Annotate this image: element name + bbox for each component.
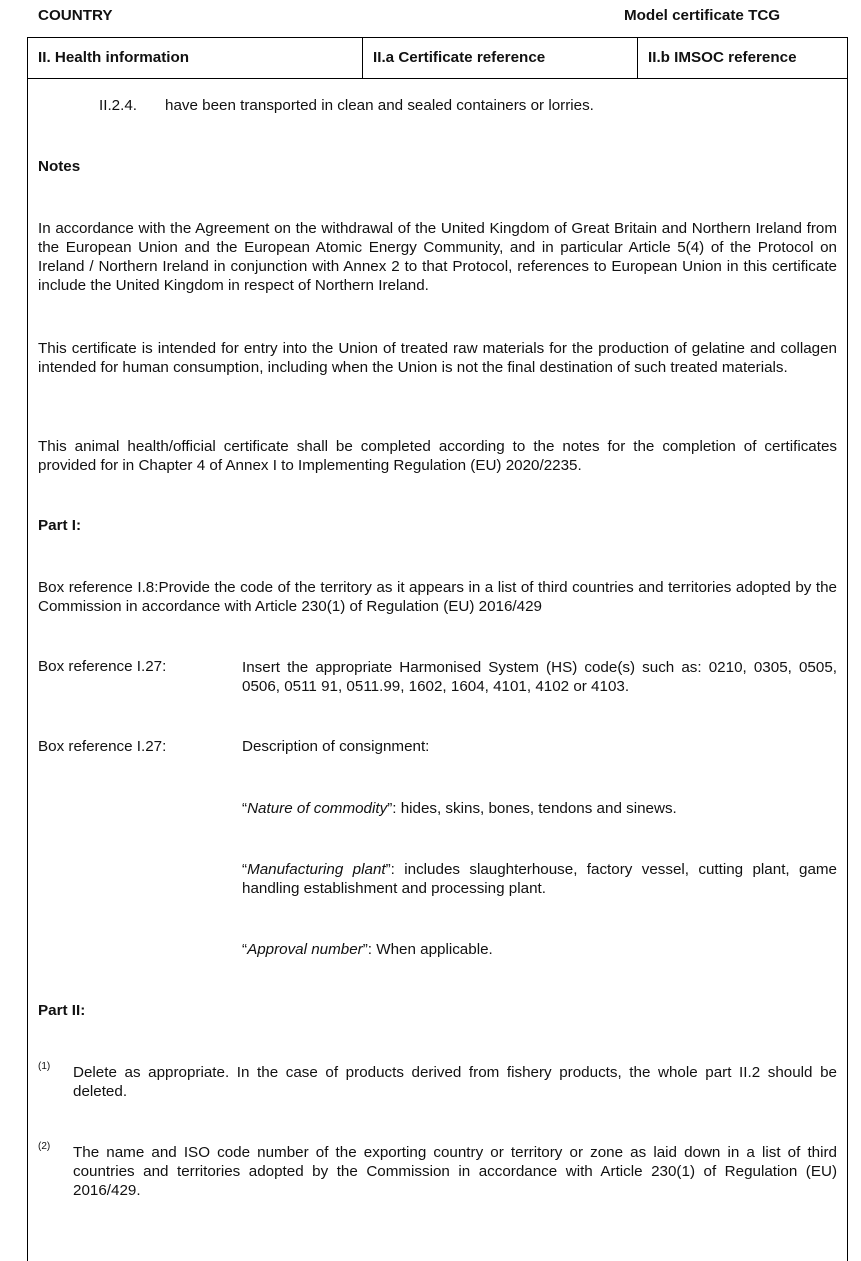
- country-label: COUNTRY: [38, 7, 113, 24]
- health-information-cell: II. Health information: [38, 49, 190, 66]
- footnote-text: The name and ISO code number of the exporting country or territory or zone as laid down in a list of third countries and territories adopted by the Commission in accordance with Article 230(1) of Regulation (EU) 2016/429.: [73, 1144, 837, 1199]
- model-certificate-label: Model certificate TCG: [624, 7, 781, 24]
- part-one-heading: Part I:: [38, 517, 82, 534]
- certificate-reference-cell: II.a Certificate reference: [373, 49, 546, 66]
- box-reference-label: Box reference I.27:: [38, 738, 167, 755]
- part-two-heading: Part II:: [38, 1002, 86, 1019]
- quote-mark: ”: [385, 861, 391, 878]
- term: Manufacturing plant: [247, 861, 386, 878]
- notes-paragraph: This animal health/official certificate shall be completed according to the notes for the completion of certificates provided for in Chapter 4 of Annex I to Implementing Regulation (EU) 2020/2235.: [38, 438, 837, 474]
- quote-mark: ”: [387, 800, 393, 817]
- definition: : hides, skins, bones, tendons and sinews.: [392, 800, 677, 817]
- definition: : When applicable.: [367, 941, 493, 958]
- nature-of-commodity: [242, 799, 837, 818]
- item-number: II.2.4.: [99, 97, 137, 114]
- definition: : includes slaughterhouse, factory vessel, cutting plant, game handling establishment and processing plant.: [242, 861, 837, 897]
- certificate-header-table: [27, 37, 848, 79]
- term: Nature of commodity: [247, 800, 388, 817]
- term: Approval number: [247, 941, 363, 958]
- quote-mark: “: [242, 941, 248, 958]
- quote-mark: “: [242, 861, 248, 878]
- box-reference-label: Box reference I.8:: [38, 579, 159, 596]
- footnote-text: Delete as appropriate. In the case of products derived from fishery products, the whole part II.2 should be deleted.: [73, 1064, 837, 1100]
- box-reference-i8: [38, 578, 837, 616]
- manufacturing-plant: [242, 860, 837, 898]
- left-border: [27, 78, 28, 1261]
- right-border: [847, 78, 848, 1261]
- box-reference-text: Description of consignment:: [242, 738, 430, 755]
- box-reference-label: Box reference I.27:: [38, 658, 167, 675]
- notes-paragraph: In accordance with the Agreement on the withdrawal of the United Kingdom of Great Britain and Northern Ireland from the European Union and the European Atomic Energy Community, and in particular Article 5(4) of the Protocol on Ireland / Northern Ireland in conjunction with Annex 2 to that Protocol, references to European Union in this certificate include the United Kingdom in respect of Northern Ireland.: [38, 220, 837, 294]
- box-reference-text: Insert the appropriate Harmonised System (HS) code(s) such as: 0210, 0305, 0505, 0506, 0511 91, 0511.99, 1602, 1604, 4101, 4102 or 4103.: [242, 659, 837, 695]
- approval-number: [242, 940, 837, 959]
- notes-heading: Notes: [38, 158, 81, 175]
- quote-mark: “: [242, 800, 248, 817]
- quote-mark: ”: [362, 941, 368, 958]
- notes-paragraph: This certificate is intended for entry into the Union of treated raw materials for the production of gelatine and collagen intended for human consumption, including when the Union is not the final destination of such treated materials.: [38, 340, 837, 376]
- box-reference-text: Provide the code of the territory as it appears in a list of third countries and territories adopted by the Commission in accordance with Article 230(1) of Regulation (EU) 2016/429: [38, 579, 837, 615]
- imsoc-reference-cell: II.b IMSOC reference: [648, 49, 797, 66]
- item-text: have been transported in clean and sealed containers or lorries.: [165, 97, 594, 114]
- footnote-mark: (2): [38, 1141, 51, 1152]
- footnote-mark: (1): [38, 1061, 51, 1072]
